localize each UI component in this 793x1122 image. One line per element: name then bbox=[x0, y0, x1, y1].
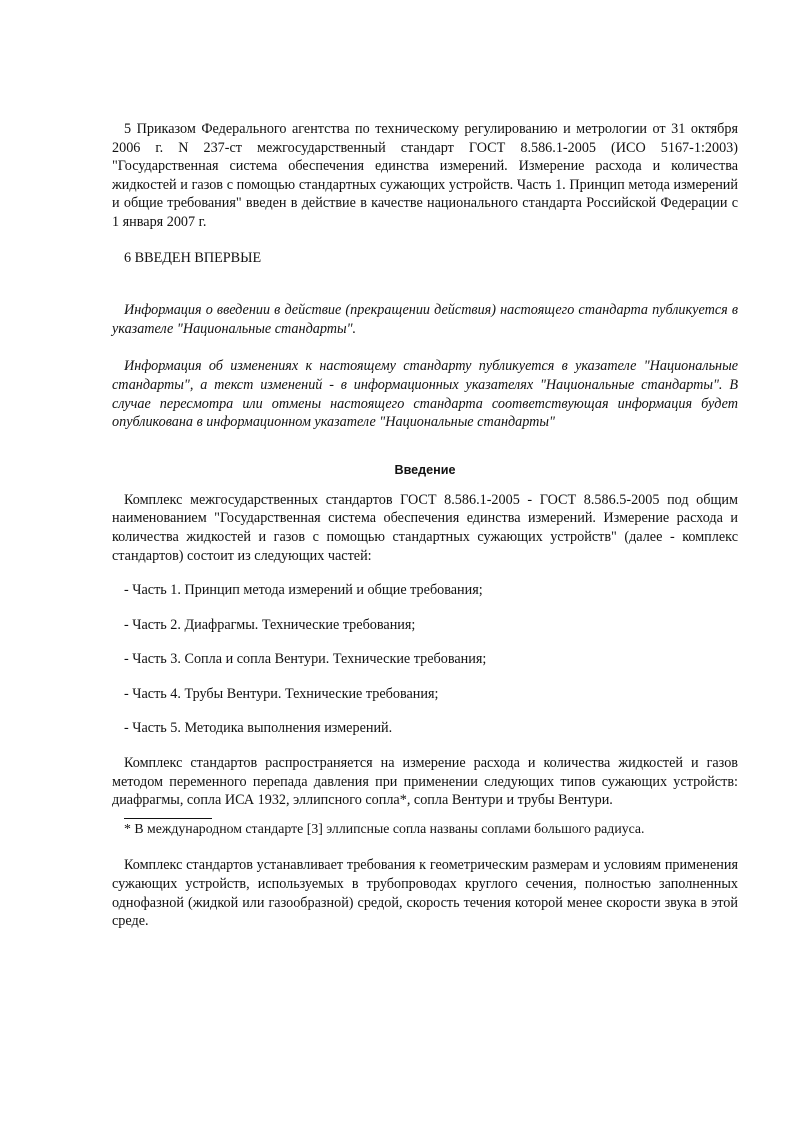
scope-paragraph: Комплекс стандартов распространяется на измерение расхода и количества жидкостей и газов методом переменного перепада давления при применении следующих типов сужающих устройств: диафрагмы, сопла ИСА 1932, эллипсного сопла*, сопла Вентури и трубы Вентури. bbox=[112, 755, 738, 809]
requirements-paragraph: Комплекс стандартов устанавливает требования к геометрическим размерам и условиям применения сужающих устройств, используемых в трубопроводах круглого сечения, полностью заполненных однофазной (жидкой или газообразной) средой, скорость течения которой менее скорости звука в этой среде. bbox=[112, 857, 738, 930]
part-list-item: - Часть 2. Диафрагмы. Технические требования; bbox=[124, 616, 416, 633]
part-list-item: - Часть 4. Трубы Вентури. Технические требования; bbox=[124, 685, 439, 702]
document-page bbox=[112, 120, 738, 931]
paragraph-item-5: 5 Приказом Федерального агентства по техническому регулированию и метрологии от 31 октября 2006 г. N 237-ст межгосударственный стандарт ГОСТ 8.586.1-2005 (ИСО 5167-1:2003) "Государственная система обеспечения единства измерений. Измерение расхода и количества жидкостей и газов с помощью стандартных сужающих устройств. Часть 1. Принцип метода измерений и общие требования" введен в действие в качестве национального стандарта Российской Федерации с 1 января 2007 г. bbox=[112, 121, 738, 230]
paragraph-item-6: 6 ВВЕДЕН ВПЕРВЫЕ bbox=[124, 249, 262, 266]
footnote-separator bbox=[124, 818, 212, 819]
introduction-heading: Введение bbox=[394, 462, 456, 477]
part-list-item: - Часть 3. Сопла и сопла Вентури. Технические требования; bbox=[124, 651, 487, 668]
info-changes-note: Информация об изменениях к настоящему стандарту публикуется в указателе "Национальные стандарты", а текст изменений - в информационных указателях "Национальные стандарты". В случае пересмотра или отмены настоящего стандарта соответствующая информация будет опубликована в информационном указателе "Национальные стандарты" bbox=[112, 358, 738, 431]
footnote: * В международном стандарте [3] эллипсные сопла названы соплами большого радиуса. bbox=[124, 820, 645, 836]
part-list-item: - Часть 1. Принцип метода измерений и общие требования; bbox=[124, 582, 483, 599]
info-effect-note: Информация о введении в действие (прекращении действия) настоящего стандарта публикуется в указателе "Национальные стандарты". bbox=[112, 302, 738, 337]
part-list-item: - Часть 5. Методика выполнения измерений. bbox=[124, 720, 393, 737]
introduction-paragraph: Комплекс межгосударственных стандартов ГОСТ 8.586.1-2005 - ГОСТ 8.586.5-2005 под общим наименованием "Государственная система обеспечения единства измерений. Измерение расхода и количества жидкостей и газов с помощью стандартных сужающих устройств" (далее - комплекс стандартов) состоит из следующих частей: bbox=[112, 491, 738, 564]
